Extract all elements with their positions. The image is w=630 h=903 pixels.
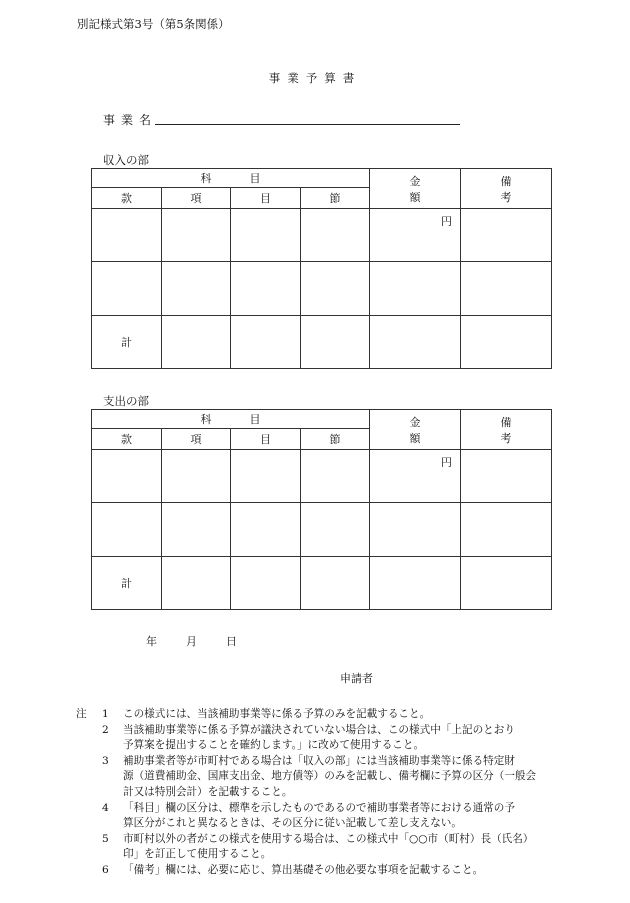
expense-amount-cell[interactable] bbox=[370, 450, 461, 503]
table-row bbox=[92, 503, 552, 557]
expense-header-kan: 款 bbox=[92, 429, 162, 450]
applicant-label: 申請者 bbox=[340, 672, 373, 685]
note-text: 予算案を提出することを確約します。」に改めて使用すること。 bbox=[123, 739, 425, 752]
expense-header-amount: 金額 bbox=[370, 410, 461, 450]
date-line bbox=[146, 633, 237, 649]
table-row bbox=[92, 209, 552, 262]
table-cell[interactable] bbox=[370, 503, 461, 557]
note-number: 6 bbox=[102, 863, 109, 876]
table-cell[interactable] bbox=[162, 262, 231, 316]
table-cell[interactable] bbox=[92, 450, 162, 503]
note-item bbox=[76, 723, 566, 754]
expense-header-setsu: 節 bbox=[301, 429, 370, 450]
income-table bbox=[91, 168, 552, 369]
yen-unit: 円 bbox=[441, 215, 452, 228]
income-header-category: 科目 bbox=[92, 169, 370, 188]
table-row bbox=[92, 450, 552, 503]
table-cell[interactable] bbox=[370, 557, 461, 610]
note-number: 2 bbox=[102, 723, 109, 736]
table-cell[interactable] bbox=[92, 262, 162, 316]
note-number: 1 bbox=[102, 708, 109, 720]
note-text: 算区分がこれと異なるときは、その区分に従い記載して差し支えない。 bbox=[123, 817, 462, 830]
expense-section-label: 支出の部 bbox=[103, 394, 149, 408]
table-cell[interactable] bbox=[370, 316, 461, 369]
income-header-amount: 金額 bbox=[370, 169, 461, 209]
note-number: 3 bbox=[102, 754, 109, 767]
notes-prefix: 注 bbox=[76, 708, 87, 720]
date-day-label: 日 bbox=[226, 635, 237, 648]
table-cell[interactable] bbox=[231, 209, 301, 262]
expense-header-category: 科目 bbox=[92, 410, 370, 429]
table-cell[interactable] bbox=[162, 450, 231, 503]
note-item bbox=[76, 801, 566, 832]
note-text: 当該補助事業等に係る予算が議決されていない場合は、この様式中「上記のとおり bbox=[123, 723, 515, 736]
income-header-setsu: 節 bbox=[301, 188, 370, 209]
table-cell[interactable] bbox=[92, 503, 162, 557]
expense-header-remarks: 備考 bbox=[461, 410, 552, 450]
table-row bbox=[92, 262, 552, 316]
table-cell[interactable] bbox=[92, 209, 162, 262]
document-title: 事業予算書 bbox=[268, 71, 362, 85]
table-cell[interactable] bbox=[162, 316, 231, 369]
expense-header-kou: 項 bbox=[162, 429, 231, 450]
table-cell[interactable] bbox=[231, 262, 301, 316]
table-cell[interactable] bbox=[301, 503, 370, 557]
table-cell[interactable] bbox=[301, 450, 370, 503]
table-row bbox=[92, 557, 552, 610]
note-item bbox=[76, 863, 566, 879]
table-row bbox=[92, 316, 552, 369]
note-text: 補助事業者等が市町村である場合は「収入の部」には当該補助事業等に係る特定財 bbox=[123, 754, 515, 767]
note-item bbox=[76, 707, 566, 723]
note-item bbox=[76, 754, 566, 801]
table-cell[interactable] bbox=[461, 209, 552, 262]
project-name-field-line[interactable] bbox=[155, 124, 460, 125]
date-month-label: 月 bbox=[186, 635, 197, 648]
expense-table bbox=[91, 409, 552, 610]
table-cell[interactable] bbox=[231, 316, 301, 369]
income-header-moku: 目 bbox=[231, 188, 301, 209]
expense-total-label: 計 bbox=[92, 557, 162, 610]
notes-section bbox=[76, 707, 566, 879]
expense-header-moku: 目 bbox=[231, 429, 301, 450]
table-cell[interactable] bbox=[162, 503, 231, 557]
income-header-remarks: 備考 bbox=[461, 169, 552, 209]
table-cell[interactable] bbox=[461, 557, 552, 610]
income-total-label: 計 bbox=[92, 316, 162, 369]
table-cell[interactable] bbox=[461, 503, 552, 557]
note-text: 「備考」欄には、必要に応じ、算出基礎その他必要な事項を記載すること。 bbox=[123, 863, 484, 876]
note-text: 「科目」欄の区分は、標準を示したものであるので補助事業者等における通常の予 bbox=[123, 801, 515, 814]
table-cell[interactable] bbox=[231, 503, 301, 557]
table-cell[interactable] bbox=[301, 316, 370, 369]
note-text: 印」を訂正して使用すること。 bbox=[123, 848, 272, 861]
yen-unit: 円 bbox=[441, 456, 452, 469]
table-cell[interactable] bbox=[461, 316, 552, 369]
table-cell[interactable] bbox=[231, 450, 301, 503]
note-text: 源（道費補助金、国庫支出金、地方債等）のみを記載し、備考欄に予算の区分（一般会 bbox=[123, 770, 537, 783]
note-text: 市町村以外の者がこの様式を使用する場合は、この様式中「○○市（町村）長（氏名） bbox=[123, 832, 534, 845]
income-section-label: 収入の部 bbox=[103, 153, 149, 167]
form-id: 別記様式第3号（第5条関係） bbox=[77, 17, 230, 31]
table-cell[interactable] bbox=[461, 262, 552, 316]
income-header-kou: 項 bbox=[162, 188, 231, 209]
table-cell[interactable] bbox=[162, 557, 231, 610]
table-cell[interactable] bbox=[461, 450, 552, 503]
note-item bbox=[76, 832, 566, 863]
table-cell[interactable] bbox=[301, 209, 370, 262]
note-text: この様式には、当該補助事業等に係る予算のみを記載すること。 bbox=[123, 708, 431, 720]
income-header-kan: 款 bbox=[92, 188, 162, 209]
note-text: 計又は特別会計）を記載すること。 bbox=[123, 785, 293, 798]
income-amount-cell[interactable] bbox=[370, 209, 461, 262]
table-cell[interactable] bbox=[301, 557, 370, 610]
note-number: 4 bbox=[102, 801, 109, 814]
project-name-label: 事業名 bbox=[103, 113, 158, 127]
table-cell[interactable] bbox=[370, 262, 461, 316]
date-year-label: 年 bbox=[146, 635, 157, 648]
note-number: 5 bbox=[102, 832, 109, 845]
table-cell[interactable] bbox=[162, 209, 231, 262]
table-cell[interactable] bbox=[231, 557, 301, 610]
table-cell[interactable] bbox=[301, 262, 370, 316]
